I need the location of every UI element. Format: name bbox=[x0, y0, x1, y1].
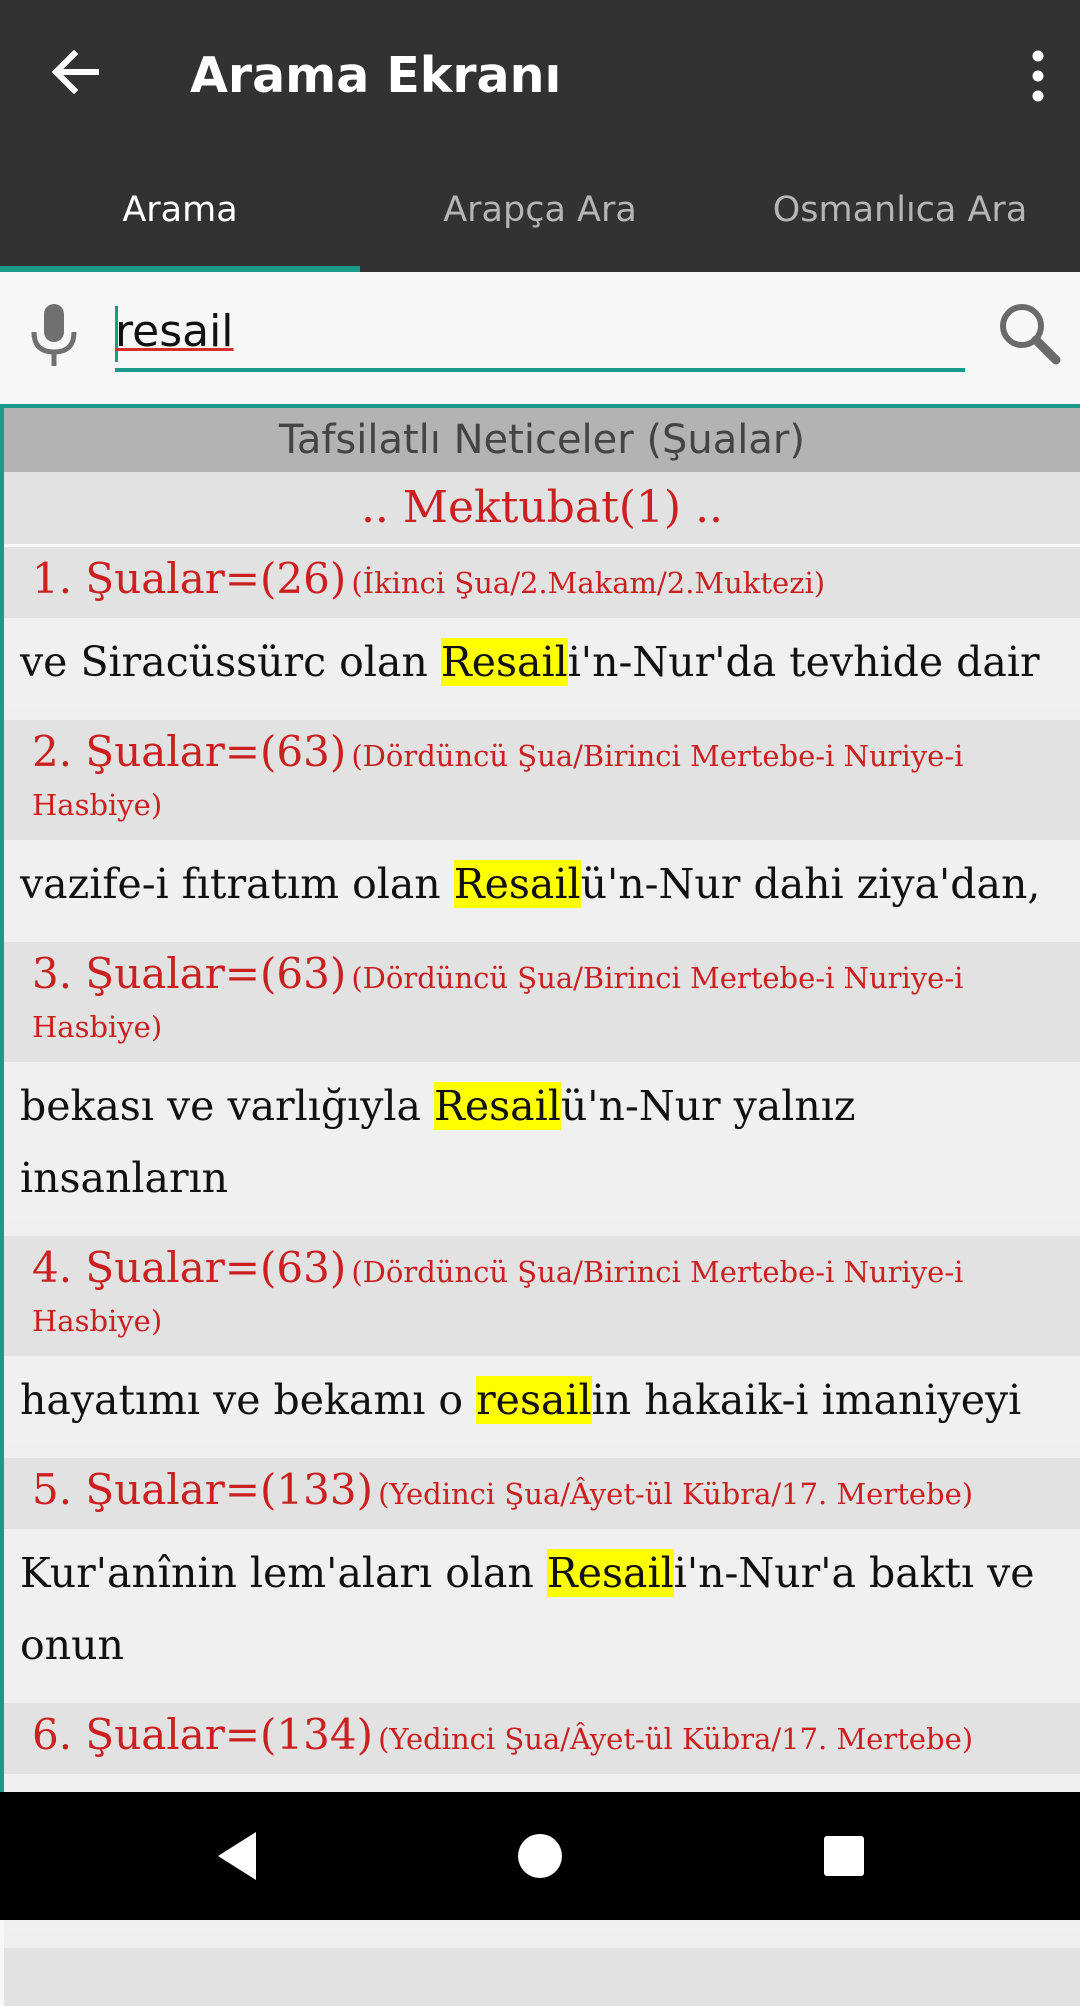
match-highlight: Resail bbox=[433, 1082, 561, 1130]
result-snippet: Kur'anînin lem'aları olan Resaili'n-Nur'a baktı ve onun bbox=[4, 1529, 1080, 1689]
tab-arapca-ara[interactable]: Arapça Ara bbox=[443, 190, 637, 230]
app-bar bbox=[0, 0, 1080, 148]
search-icon[interactable] bbox=[996, 300, 1062, 366]
result-snippet: bekası ve varlığıyla Resailü'n-Nur yalnız insanların bbox=[4, 1062, 1080, 1222]
result-item-partial bbox=[4, 1948, 1080, 2006]
results-list[interactable] bbox=[0, 404, 1080, 1792]
arrow-left-icon[interactable] bbox=[44, 40, 108, 104]
result-location: (Dördüncü Şua/Birinci Mertebe-i Nuriye-i Hasbiye) bbox=[32, 739, 964, 822]
tab-arama[interactable]: Arama bbox=[122, 190, 238, 230]
result-item[interactable] bbox=[4, 942, 1080, 1222]
match-highlight: Resail bbox=[440, 638, 568, 686]
search-input[interactable] bbox=[115, 296, 965, 372]
result-location: (Dördüncü Şua/Birinci Mertebe-i Nuriye-i Hasbiye) bbox=[32, 961, 964, 1044]
nav-back-icon[interactable] bbox=[196, 1792, 276, 1920]
microphone-icon[interactable] bbox=[26, 302, 82, 370]
result-location: (İkinci Şua/2.Makam/2.Muktezi) bbox=[351, 566, 826, 600]
nav-recents-icon[interactable] bbox=[804, 1792, 884, 1920]
result-snippet: vazife-i fıtratım olan Resailü'n-Nur dahi ziya'dan, bbox=[4, 840, 1080, 928]
result-title: 2. Şualar=(63) bbox=[32, 727, 347, 776]
result-title: 4. Şualar=(63) bbox=[32, 1243, 347, 1292]
result-item[interactable] bbox=[4, 547, 1080, 706]
result-snippet: ve Siracüssürc olan Resaili'n-Nur'da tevhide dair bbox=[4, 618, 1080, 706]
result-title: 6. Şualar=(134) bbox=[32, 1710, 373, 1759]
result-item[interactable] bbox=[4, 1458, 1080, 1689]
page-title: Arama Ekranı bbox=[190, 47, 562, 104]
match-highlight: Resail bbox=[453, 860, 581, 908]
tab-bar bbox=[0, 148, 1080, 272]
result-location: (Yedinci Şua/Âyet-ül Kübra/17. Mertebe) bbox=[378, 1477, 974, 1511]
result-title: 1. Şualar=(26) bbox=[32, 554, 347, 603]
tab-osmanlica-ara[interactable]: Osmanlıca Ara bbox=[772, 190, 1028, 230]
result-item[interactable] bbox=[4, 720, 1080, 928]
book-heading: .. Mektubat(1) .. bbox=[4, 472, 1080, 547]
results-header: Tafsilatlı Neticeler (Şualar) bbox=[4, 408, 1080, 472]
more-vertical-icon[interactable] bbox=[1018, 44, 1058, 108]
system-nav-bar bbox=[0, 1792, 1080, 1920]
result-location: (Yedinci Şua/Âyet-ül Kübra/17. Mertebe) bbox=[378, 1722, 974, 1756]
result-title: 5. Şualar=(133) bbox=[32, 1465, 373, 1514]
search-input-value: resail bbox=[115, 306, 234, 357]
result-snippet: hayatımı ve bekamı o resailin hakaik-i imaniyeyi bbox=[4, 1356, 1080, 1444]
result-title: 3. Şualar=(63) bbox=[32, 949, 347, 998]
match-highlight: Resail bbox=[546, 1549, 674, 1597]
match-highlight: resail bbox=[476, 1376, 592, 1424]
result-item[interactable] bbox=[4, 1236, 1080, 1444]
search-bar bbox=[0, 272, 1080, 404]
result-location: (Dördüncü Şua/Birinci Mertebe-i Nuriye-i Hasbiye) bbox=[32, 1255, 964, 1338]
nav-home-icon[interactable] bbox=[500, 1792, 580, 1920]
